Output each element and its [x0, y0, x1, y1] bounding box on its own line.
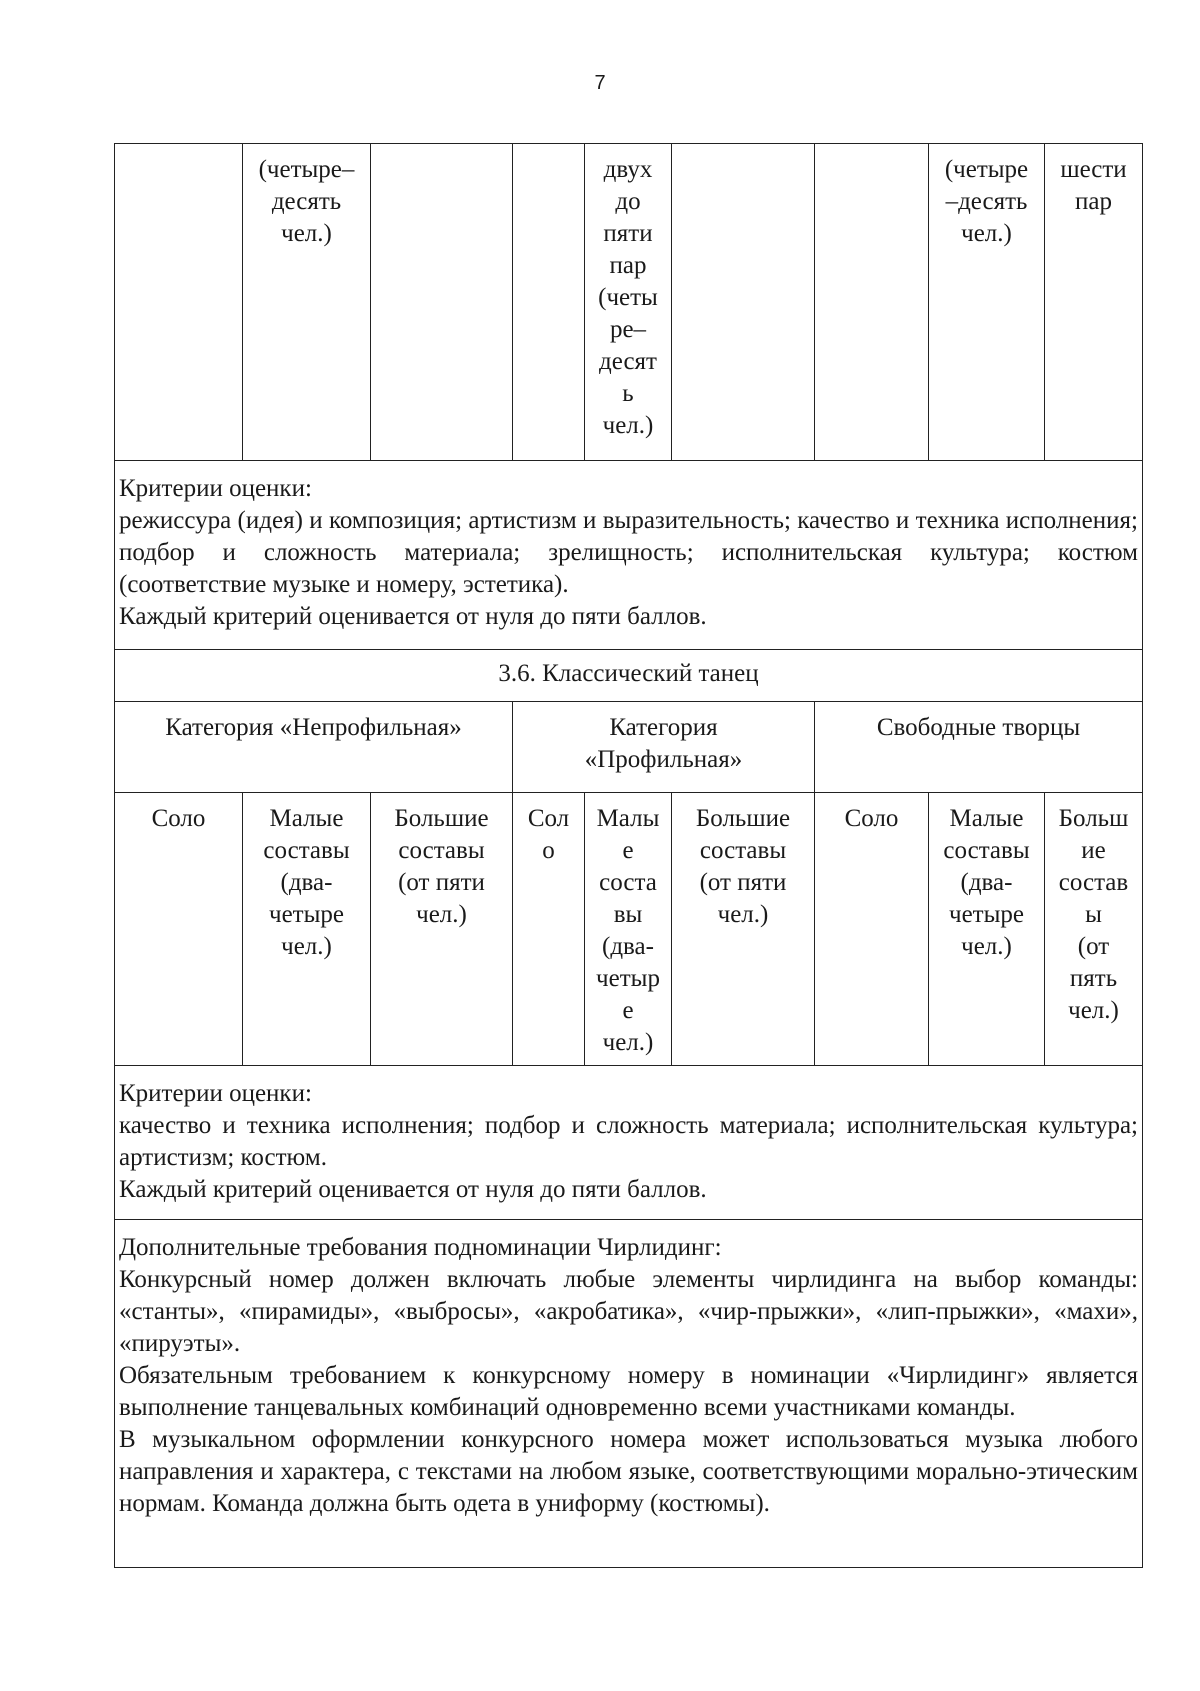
- table-cell: двух до пяти пар (четы ре– десят ь чел.): [598, 156, 658, 439]
- table-cell: Соло: [151, 805, 206, 832]
- cheerleading-row: [115, 1220, 1143, 1568]
- section-title: 3.6. Классический танец: [498, 660, 759, 687]
- criteria-row: [115, 461, 1143, 650]
- table-cell: [672, 144, 814, 160]
- subcategory-row: [115, 793, 1143, 1066]
- table-cell: Больш ие состав ы (от пять чел.): [1058, 805, 1129, 1024]
- cheerleading-paragraph: Конкурсный номер должен включать любые элементы чирлидинга на выбор команды: «станты», «пирамиды», «выбросы», «акробатика», «чир-прыжки», «лип-прыжки», «махи», «пируэты».: [119, 1266, 1138, 1357]
- table-cell: Малые составы (два- четыре чел.): [943, 805, 1030, 960]
- criteria-scoring: Каждый критерий оценивается от нуля до пяти баллов.: [119, 1176, 707, 1203]
- table-cell: (четыре– десять чел.): [258, 156, 355, 247]
- table-cell: шести пар: [1060, 156, 1127, 215]
- cheerleading-paragraph: Обязательным требованием к конкурсному номеру в номинации «Чирлидинг» является выполнение танцевальных комбинаций одновременно всеми участниками команды.: [119, 1362, 1138, 1421]
- table-cell: [815, 144, 928, 160]
- table-cell: (четыре –десять чел.): [944, 156, 1029, 247]
- table-cell: Малые составы (два- четыре чел.): [263, 805, 350, 960]
- cheerleading-requirements: [115, 1220, 1142, 1526]
- criteria-scoring: Каждый критерий оценивается от нуля до пяти баллов.: [119, 603, 707, 630]
- category-nonprofile: Категория «Непрофильная»: [165, 714, 462, 741]
- cheerleading-paragraph: В музыкальном оформлении конкурсного номера может использоваться музыка любого направления и характера, с текстами на любом языке, соответствующими морально-этическим нормам. Команда должна быть одета в униформу (костюмы).: [119, 1426, 1138, 1517]
- section-title-row: [115, 650, 1143, 702]
- category-free-creators: Свободные творцы: [876, 714, 1081, 741]
- category-row: [115, 702, 1143, 793]
- criteria-title: Критерии оценки:: [119, 1080, 312, 1107]
- criteria-title: Критерии оценки:: [119, 475, 312, 502]
- table-cell: Большие составы (от пяти чел.): [695, 805, 791, 928]
- criteria-text: режиссура (идея) и композиция; артистизм и выразительность; качество и техника исполнения; подбор и сложность материала; зрелищность; исполнительская культура; костюм (соответствие музыке и номеру, эстетика).: [119, 507, 1138, 598]
- nominations-table: [114, 143, 1143, 1568]
- table-cell: [371, 144, 512, 160]
- table-cell: Малы е соста вы (два- четыр е чел.): [596, 805, 660, 1056]
- table-cell: [513, 144, 584, 160]
- page-number: 7: [594, 72, 606, 94]
- table-cell: Сол о: [527, 805, 570, 864]
- table-cell: Большие составы (от пяти чел.): [394, 805, 489, 928]
- table-row-continuation: [115, 144, 1143, 461]
- criteria-block: [115, 1066, 1142, 1212]
- cheerleading-title: Дополнительные требования подноминации Чирлидинг:: [119, 1234, 722, 1261]
- table-cell: Соло: [844, 805, 899, 832]
- criteria-text: качество и техника исполнения; подбор и сложность материала; исполнительская культура; артистизм; костюм.: [119, 1112, 1138, 1171]
- table-cell: [115, 144, 242, 160]
- criteria-block: [115, 461, 1142, 639]
- category-profile: Категория «Профильная»: [584, 714, 743, 773]
- criteria-row: [115, 1066, 1143, 1220]
